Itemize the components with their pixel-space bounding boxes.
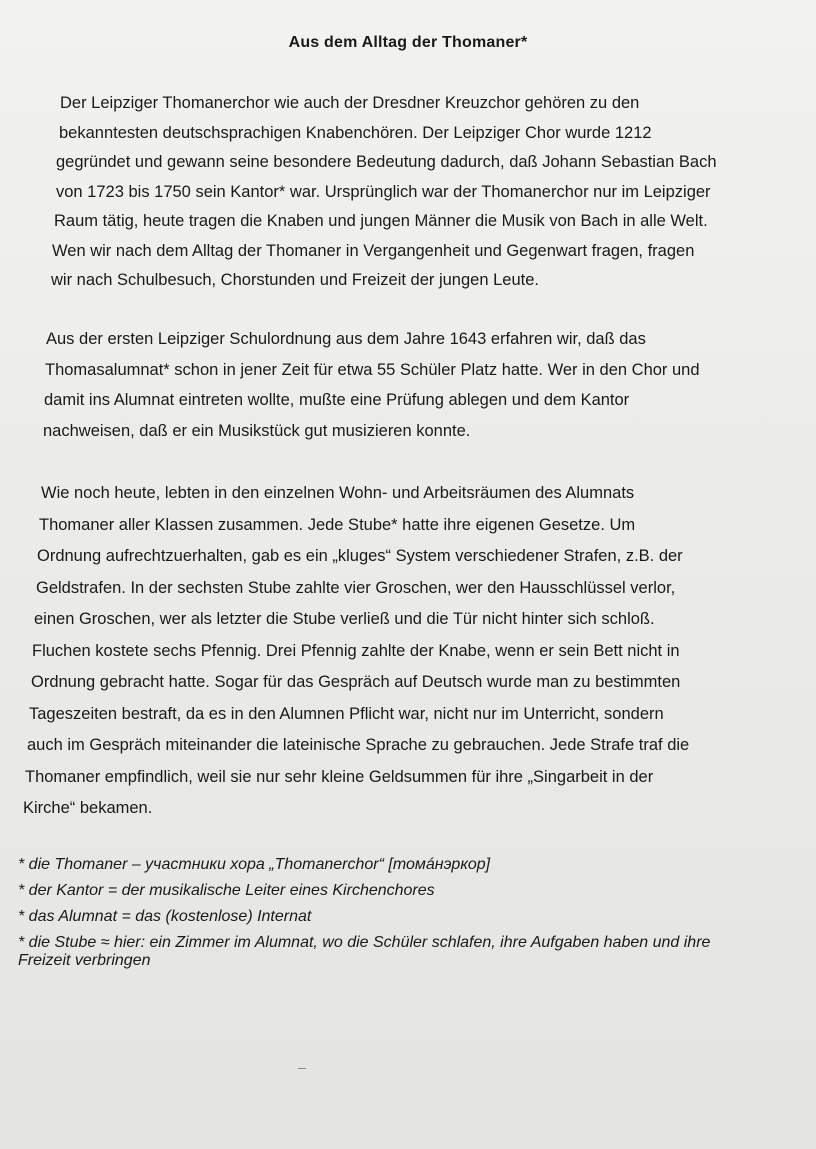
footnote-thomaner: * die Thomaner – участники хора „Thomanerchor“ [томáнэркор] bbox=[18, 856, 491, 873]
paragraph-2 bbox=[44, 324, 700, 446]
paragraph-line: gegründet und gewann seine besondere Bedeutung dadurch, daß Johann Sebastian Bach bbox=[56, 153, 717, 171]
footnote-kantor: * der Kantor = der musikalische Leiter eines Kirchenchores bbox=[18, 882, 435, 899]
paragraph-line: Thomasalumnat* schon in jener Zeit für etwa 55 Schüler Platz hatte. Wer in den Chor und bbox=[45, 360, 700, 379]
paragraph-line: Wen wir nach dem Alltag der Thomaner in Vergangenheit und Gegenwart fragen, fragen bbox=[52, 241, 695, 260]
paragraph-line: bekanntesten deutschsprachigen Knabenchören. Der Leipziger Chor wurde 1212 bbox=[59, 123, 652, 142]
paragraph-line: wir nach Schulbesuch, Chorstunden und Freizeit der jungen Leute. bbox=[51, 271, 539, 289]
paragraph-line: einen Groschen, wer als letzter die Stube verließ und die Tür nicht hinter sich schloß. bbox=[34, 610, 655, 628]
paragraph-line: damit ins Alumnat eintreten wollte, mußte eine Prüfung ablegen und dem Kantor bbox=[44, 391, 630, 409]
footnote-stube: * die Stube ≈ hier: ein Zimmer im Alumnat, wo die Schüler schlafen, ihre Aufgaben haben und ihre bbox=[18, 934, 711, 951]
paragraph-line: von 1723 bis 1750 sein Kantor* war. Ursprünglich war der Thomanerchor nur im Leipziger bbox=[56, 182, 711, 201]
paragraph-line: Der Leipziger Thomanerchor wie auch der Dresdner Kreuzchor gehören zu den bbox=[60, 94, 640, 112]
paragraph-line: Ordnung aufrechtzuerhalten, gab es ein „kluges“ System verschiedener Strafen, z.B. der bbox=[37, 547, 683, 565]
paragraph-line: Ordnung gebracht hatte. Sogar für das Gespräch auf Deutsch wurde man zu bestimmten bbox=[31, 673, 681, 691]
stray-mark bbox=[298, 1068, 306, 1069]
paragraph-line: Thomaner empfindlich, weil sie nur sehr kleine Geldsummen für ihre „Singarbeit in der bbox=[25, 767, 654, 786]
paragraph-3 bbox=[23, 478, 690, 825]
paragraph-line: Tageszeiten bestraft, da es in den Alumnen Pflicht war, nicht nur im Unterricht, sondern bbox=[29, 704, 664, 723]
paragraph-line: Thomaner aller Klassen zusammen. Jede Stube* hatte ihre eigenen Gesetze. Um bbox=[39, 515, 636, 534]
paragraph-line: nachweisen, daß er ein Musikstück gut musizieren konnte. bbox=[43, 421, 471, 440]
footnote-alumnat: * das Alumnat = das (kostenlose) Internat bbox=[18, 908, 312, 925]
document-title: Aus dem Alltag der Thomaner* bbox=[288, 34, 528, 51]
paragraph-line: Fluchen kostete sechs Pfennig. Drei Pfennig zahlte der Knabe, wenn er sein Bett nicht in bbox=[32, 641, 680, 660]
paragraph-line: Raum tätig, heute tragen die Knaben und jungen Männer die Musik von Bach in alle Welt. bbox=[54, 212, 708, 230]
paragraph-line: auch im Gespräch miteinander die lateinische Sprache zu gebrauchen. Jede Strafe traf die bbox=[27, 736, 690, 754]
paragraph-line: Geldstrafen. In der sechsten Stube zahlte vier Groschen, wer den Hausschlüssel verlor, bbox=[36, 578, 676, 597]
paragraph-line: Aus der ersten Leipziger Schulordnung aus dem Jahre 1643 erfahren wir, daß das bbox=[46, 330, 646, 348]
footnotes bbox=[18, 852, 710, 974]
paragraph-line: Kirche“ bekamen. bbox=[23, 799, 153, 817]
paragraph-1 bbox=[51, 89, 717, 296]
footnote-stube-continuation: Freizeit verbringen bbox=[18, 952, 151, 969]
paragraph-line: Wie noch heute, lebten in den einzelnen Wohn- und Arbeitsräumen des Alumnats bbox=[41, 484, 635, 502]
